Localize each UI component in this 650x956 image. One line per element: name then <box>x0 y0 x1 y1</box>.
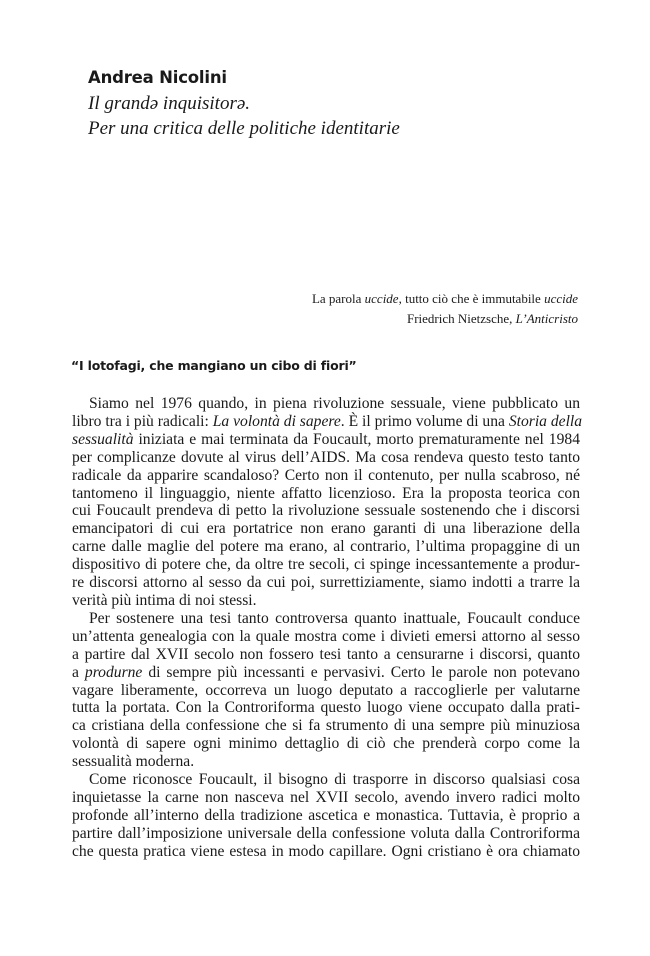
text-line: profonde all’interno della tradizione ascetica e monastica. Tuttavia, è proprio a <box>72 806 580 824</box>
text-line: Come riconosce Foucault, il bisogno di trasporre in discorso qualsiasi cosa <box>89 771 580 789</box>
author-name: Andrea Nicolini <box>88 68 227 87</box>
text-line: carne dalle maglie del potere ma erano, al contrario, l’ultima propaggine di un <box>72 538 580 556</box>
text-line: cui Foucault prendeva di petto la rivoluzione sessuale sostenendo che i discorsi <box>72 502 580 520</box>
text-line: a produrne di sempre più incessanti e pervasivi. Certo le parole non potevano <box>72 663 580 681</box>
text-line: per complicanze dovute al virus dell’AIDS. Ma cosa rendeva questo testo tanto <box>72 448 580 466</box>
text-line: partire dall’imposizione universale della confessione voluta dalla Controriforma <box>72 824 580 842</box>
text-line: tantomeno il linguaggio, niente affatto licenzioso. Era la proposta teorica con <box>72 484 580 502</box>
text-line: libro tra i più radicali: La volontà di sapere. È il primo volume di una Storia della <box>72 412 583 430</box>
chapter-subtitle: Per una critica delle politiche identitarie <box>88 118 400 139</box>
text-line: emancipatori di cui era portatrice non erano garanti di una liberazione della <box>72 520 580 538</box>
body-text <box>72 395 583 861</box>
text-line: Per sostenere una tesi tanto controversa quanto inattuale, Foucault conduce <box>89 609 580 627</box>
text-line: tutta la portata. Con la Controriforma questo luogo viene occupato dalla prati- <box>72 699 580 717</box>
text-line: a partire dal XVII secolo non fossero tesi tanto a censurarne i discorsi, quanto <box>72 645 580 663</box>
text-line: inquietasse la carne non nasceva nel XVII secolo, avendo invero radici molto <box>72 788 580 806</box>
text-line: un’attenta genealogia con la quale mostra come i divieti emersi attorno al sesso <box>72 627 580 645</box>
text-line: che questa pratica viene estesa in modo capillare. Ogni cristiano è ora chiamato <box>72 842 580 860</box>
epigraph-quote: La parola uccide, tutto ciò che è immutabile uccide <box>311 291 578 306</box>
text-line: re discorsi attorno al sesso da cui poi, surrettiziamente, siamo indotti a trarre la <box>72 574 580 592</box>
text-line: radicale da apparire scandaloso? Certo non il contenuto, per nulla scabroso, né <box>72 466 580 484</box>
text-line: vagare liberamente, occorreva un luogo deputato a raccoglierle per valutarne <box>72 681 580 699</box>
chapter-title-line-1: Il grandə inquisitorə. <box>88 93 251 114</box>
section-title: “I lotofagi, che mangiano un cibo di fiori” <box>71 358 357 373</box>
text-line: sessualità moderna. <box>72 753 195 771</box>
text-line: Siamo nel 1976 quando, in piena rivoluzione sessuale, viene pubblicato un <box>89 395 580 412</box>
epigraph-attribution: Friedrich Nietzsche, L’Anticristo <box>406 311 578 326</box>
text-line: ca cristiana della confessione che si fa strumento di una sempre più minuziosa <box>72 717 580 735</box>
text-line: volontà di sapere ogni minimo dettaglio di ciò che prenderà corpo come la <box>72 735 580 753</box>
text-line: dispositivo di potere che, da oltre tre secoli, ci spinge incessantemente a produr- <box>72 556 580 574</box>
text-line: verità più intima di noi stessi. <box>72 591 257 609</box>
text-line: sessualità iniziata e mai terminata da Foucault, morto prematuramente nel 1984 <box>72 430 580 448</box>
